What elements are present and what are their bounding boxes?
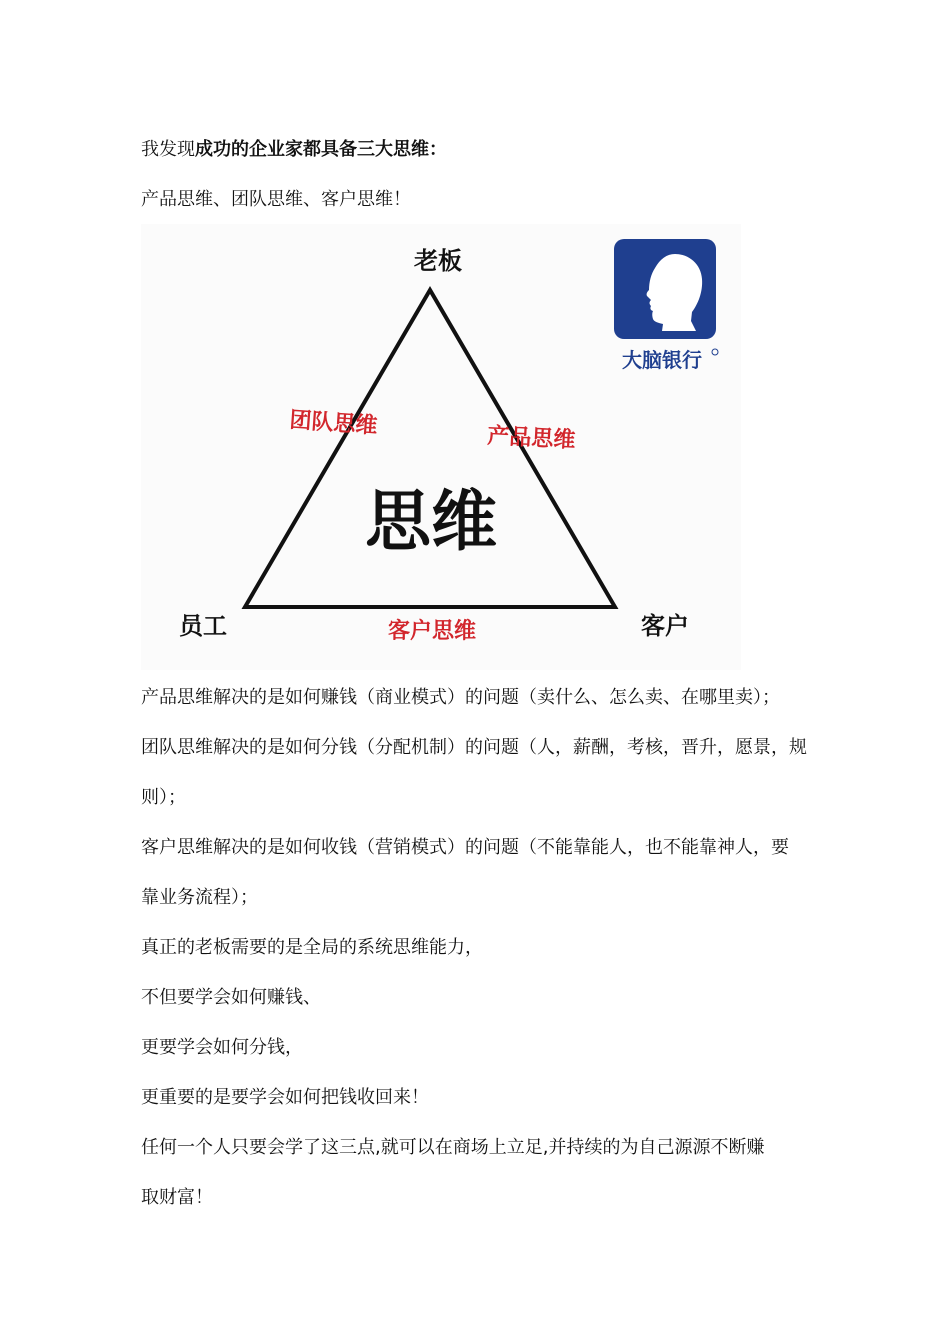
edge-label-product-thinking: 产品思维 xyxy=(486,422,576,454)
center-label-thinking: 思维 xyxy=(365,482,497,560)
edge-label-team-thinking: 团队思维 xyxy=(288,406,379,440)
intro-prefix: 我发现 xyxy=(141,139,195,160)
left-label-employee: 员工 xyxy=(179,611,227,640)
intro-line xyxy=(141,138,447,162)
paragraph-line-4: 客户思维解决的是如何收钱（营销模式）的问题（不能靠能人，也不能靠神人，要 xyxy=(141,837,789,858)
thinking-triangle-diagram xyxy=(141,224,741,670)
paragraph-line-2: 团队思维解决的是如何分钱（分配机制）的问题（人，薪酬，考核，晋升，愿景，规 xyxy=(141,737,807,758)
paragraph-line-10: 任何一个人只要会学了这三点,就可以在商场上立足,并持续的为自己源源不断赚 xyxy=(141,1137,765,1158)
right-label-customer: 客户 xyxy=(641,611,689,640)
edge-label-customer-thinking: 客户思维 xyxy=(387,618,477,644)
paragraph-line-11: 取财富！ xyxy=(141,1187,213,1208)
paragraph-line-6: 真正的老板需要的是全局的系统思维能力， xyxy=(141,937,483,958)
registered-mark-icon xyxy=(712,349,718,355)
top-label-boss: 老板 xyxy=(414,246,462,275)
subtitle-line: 产品思维、团队思维、客户思维！ xyxy=(141,189,411,210)
logo-text: 大脑银行 xyxy=(622,348,702,372)
paragraph-line-3: 则）； xyxy=(141,787,186,808)
brain-bank-logo xyxy=(614,239,718,372)
paragraph-line-9: 更重要的是要学会如何把钱收回来！ xyxy=(141,1087,429,1108)
intro-bold: 成功的企业家都具备三大思维： xyxy=(195,139,447,160)
paragraph-line-5: 靠业务流程）； xyxy=(141,887,258,908)
paragraph-line-7: 不但要学会如何赚钱、 xyxy=(141,987,321,1008)
paragraph-line-8: 更要学会如何分钱， xyxy=(141,1037,303,1058)
paragraph-line-1: 产品思维解决的是如何赚钱（商业模式）的问题（卖什么、怎么卖、在哪里卖）； xyxy=(141,687,780,708)
